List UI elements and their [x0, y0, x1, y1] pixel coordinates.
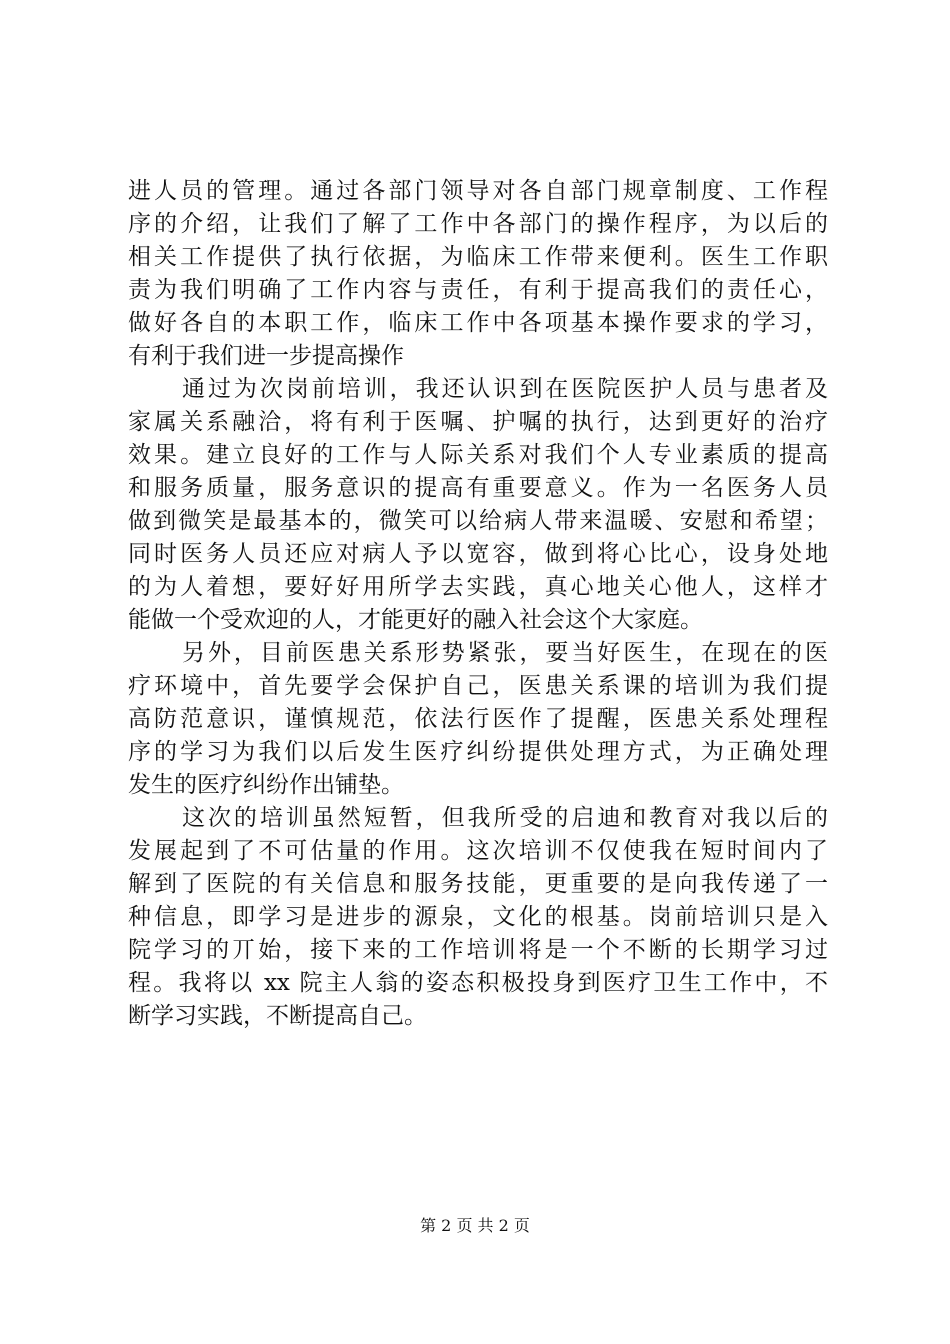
text-line: 效果。建立良好的工作与人际关系对我们个人专业素质的提高: [128, 442, 828, 468]
text-line: 做到微笑是最基本的，微笑可以给病人带来温暖、安慰和希望；: [128, 508, 828, 534]
text-line: 相关工作提供了执行依据，为临床工作带来便利。医生工作职: [128, 244, 828, 270]
text-line: 进人员的管理。通过各部门领导对各自部门规章制度、工作程: [128, 178, 828, 204]
text-line: 发展起到了不可估量的作用。这次培训不仅使我在短时间内了: [128, 838, 828, 864]
text-line: 另外，目前医患关系形势紧张，要当好医生，在现在的医: [182, 640, 828, 666]
text-line: 程。我将以 xx 院主人翁的姿态积极投身到医疗卫生工作中，不: [128, 970, 828, 996]
text-line: 有利于我们进一步提高操作: [128, 343, 404, 369]
text-line: 能做一个受欢迎的人，才能更好的融入社会这个大家庭。: [128, 607, 703, 633]
paragraph: [128, 175, 828, 373]
text-line: 和服务质量，服务意识的提高有重要意义。作为一名医务人员: [128, 475, 828, 501]
text-line: 责为我们明确了工作内容与责任，有利于提高我们的责任心，: [128, 277, 828, 303]
text-line: 高防范意识，谨慎规范，依法行医作了提醒，医患关系处理程: [128, 706, 828, 732]
page-number-label: 第 2 页 共 2 页: [420, 1216, 530, 1235]
paragraph: [128, 373, 828, 637]
text-line: 种信息，即学习是进步的源泉，文化的根基。岗前培训只是入: [128, 904, 828, 930]
page-footer: [0, 1215, 950, 1237]
text-line: 家属关系融洽，将有利于医嘱、护嘱的执行，达到更好的治疗: [128, 409, 828, 435]
text-line: 解到了医院的有关信息和服务技能，更重要的是向我传递了一: [128, 871, 828, 897]
text-line: 序的介绍，让我们了解了工作中各部门的操作程序，为以后的: [128, 211, 828, 237]
text-line: 疗环境中，首先要学会保护自己，医患关系课的培训为我们提: [128, 673, 828, 699]
text-line: 通过为次岗前培训，我还认识到在医院医护人员与患者及: [182, 376, 828, 402]
document-body: [128, 175, 828, 1033]
text-line: 这次的培训虽然短暂，但我所受的启迪和教育对我以后的: [182, 805, 828, 831]
text-line: 发生的医疗纠纷作出铺垫。: [128, 772, 404, 798]
text-line: 院学习的丌始，接下来的工作培训将是一个不断的长期学习过: [128, 937, 828, 963]
text-line: 断学习实践，不断提高自己。: [128, 1003, 427, 1029]
text-line: 序的学习为我们以后发生医疗纠纷提供处理方式，为正确处理: [128, 739, 828, 765]
text-line: 同时医务人员还应对病人予以宽容，做到将心比心，设身处地: [128, 541, 828, 567]
paragraph: [128, 802, 828, 1033]
text-line: 的为人着想，要好好用所学去实践，真心地关心他人，这样才: [128, 574, 828, 600]
paragraph: [128, 637, 828, 802]
text-line: 做好各自的本职工作，临床工作中各项基本操作要求的学习，: [128, 310, 828, 336]
